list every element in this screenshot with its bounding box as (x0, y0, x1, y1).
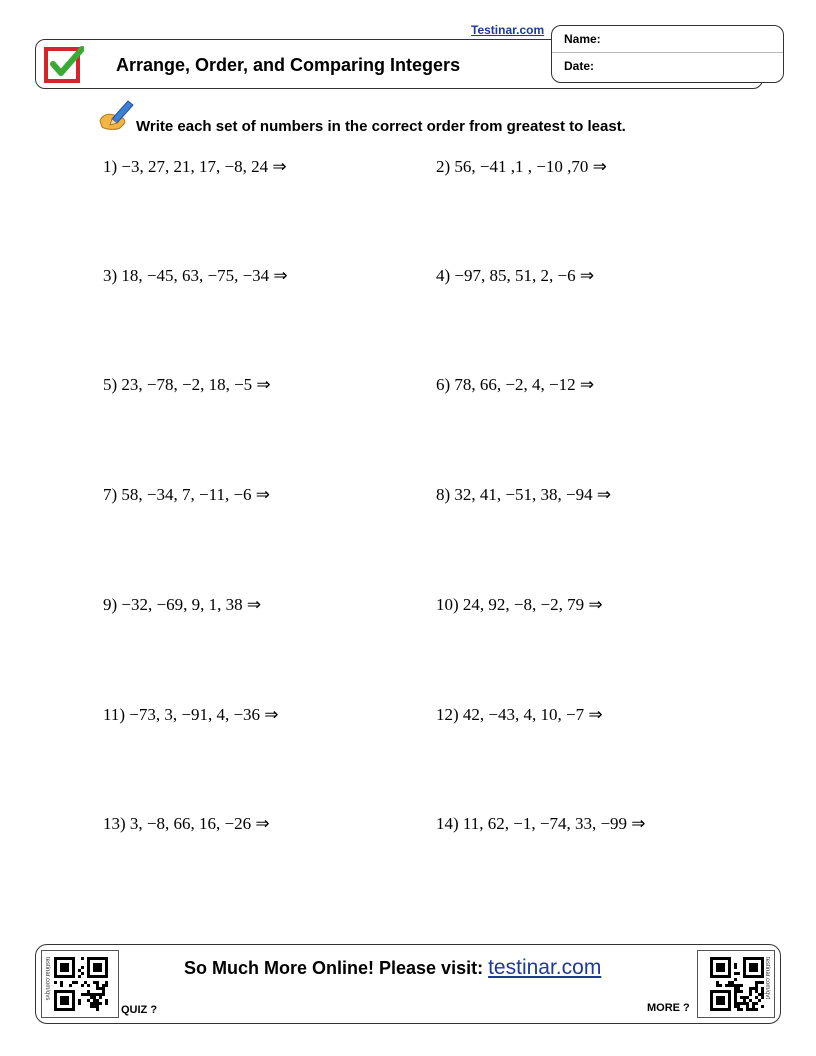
problem-6: 6) 78, 66, −2, 4, −12 ⇒ (436, 375, 595, 394)
checkbox-check-icon (44, 45, 84, 83)
qr-code-quiz[interactable] (41, 950, 119, 1018)
problem-9: 9) −32, −69, 9, 1, 38 ⇒ (103, 595, 262, 614)
problem-5: 5) 23, −78, −2, 18, −5 ⇒ (103, 375, 271, 394)
problem-4: 4) −97, 85, 51, 2, −6 ⇒ (436, 266, 595, 285)
name-date-box (551, 25, 784, 83)
instruction-text: Write each set of numbers in the correct order from greatest to least. (136, 118, 626, 135)
problem-12: 12) 42, −43, 4, 10, −7 ⇒ (436, 705, 603, 724)
quiz-label: QUIZ ? (121, 1004, 158, 1016)
pencil-hand-icon (98, 97, 136, 131)
footer-link[interactable]: testinar.com (488, 956, 602, 979)
qr-quiz-icon (54, 957, 108, 1011)
qr-right-caption: testinar.com/qvt (764, 957, 770, 1000)
problem-8: 8) 32, 41, −51, 38, −94 ⇒ (436, 485, 612, 504)
problem-7: 7) 58, −34, 7, −11, −6 ⇒ (103, 485, 271, 504)
qr-left-caption: testinar.com/qvs (44, 957, 50, 1001)
problem-3: 3) 18, −45, 63, −75, −34 ⇒ (103, 266, 288, 285)
problem-13: 13) 3, −8, 66, 16, −26 ⇒ (103, 814, 270, 833)
problem-10: 10) 24, 92, −8, −2, 79 ⇒ (436, 595, 603, 614)
problem-2: 2) 56, −41 ,1 , −10 ,70 ⇒ (436, 157, 607, 176)
more-label: MORE ? (647, 1002, 690, 1014)
date-field[interactable]: Date: (564, 59, 595, 73)
problem-11: 11) −73, 3, −91, 4, −36 ⇒ (103, 705, 279, 724)
name-field[interactable]: Name: (552, 26, 783, 53)
problem-1: 1) −3, 27, 21, 17, −8, 24 ⇒ (103, 157, 287, 176)
problem-14: 14) 11, 62, −1, −74, 33, −99 ⇒ (436, 814, 646, 833)
footer-text: So Much More Online! Please visit: (184, 958, 484, 978)
qr-more-icon (710, 957, 764, 1011)
footer-message (184, 956, 601, 980)
page-title: Arrange, Order, and Comparing Integers (116, 55, 461, 75)
site-link[interactable]: Testinar.com (471, 23, 545, 37)
qr-code-more[interactable] (697, 950, 775, 1018)
